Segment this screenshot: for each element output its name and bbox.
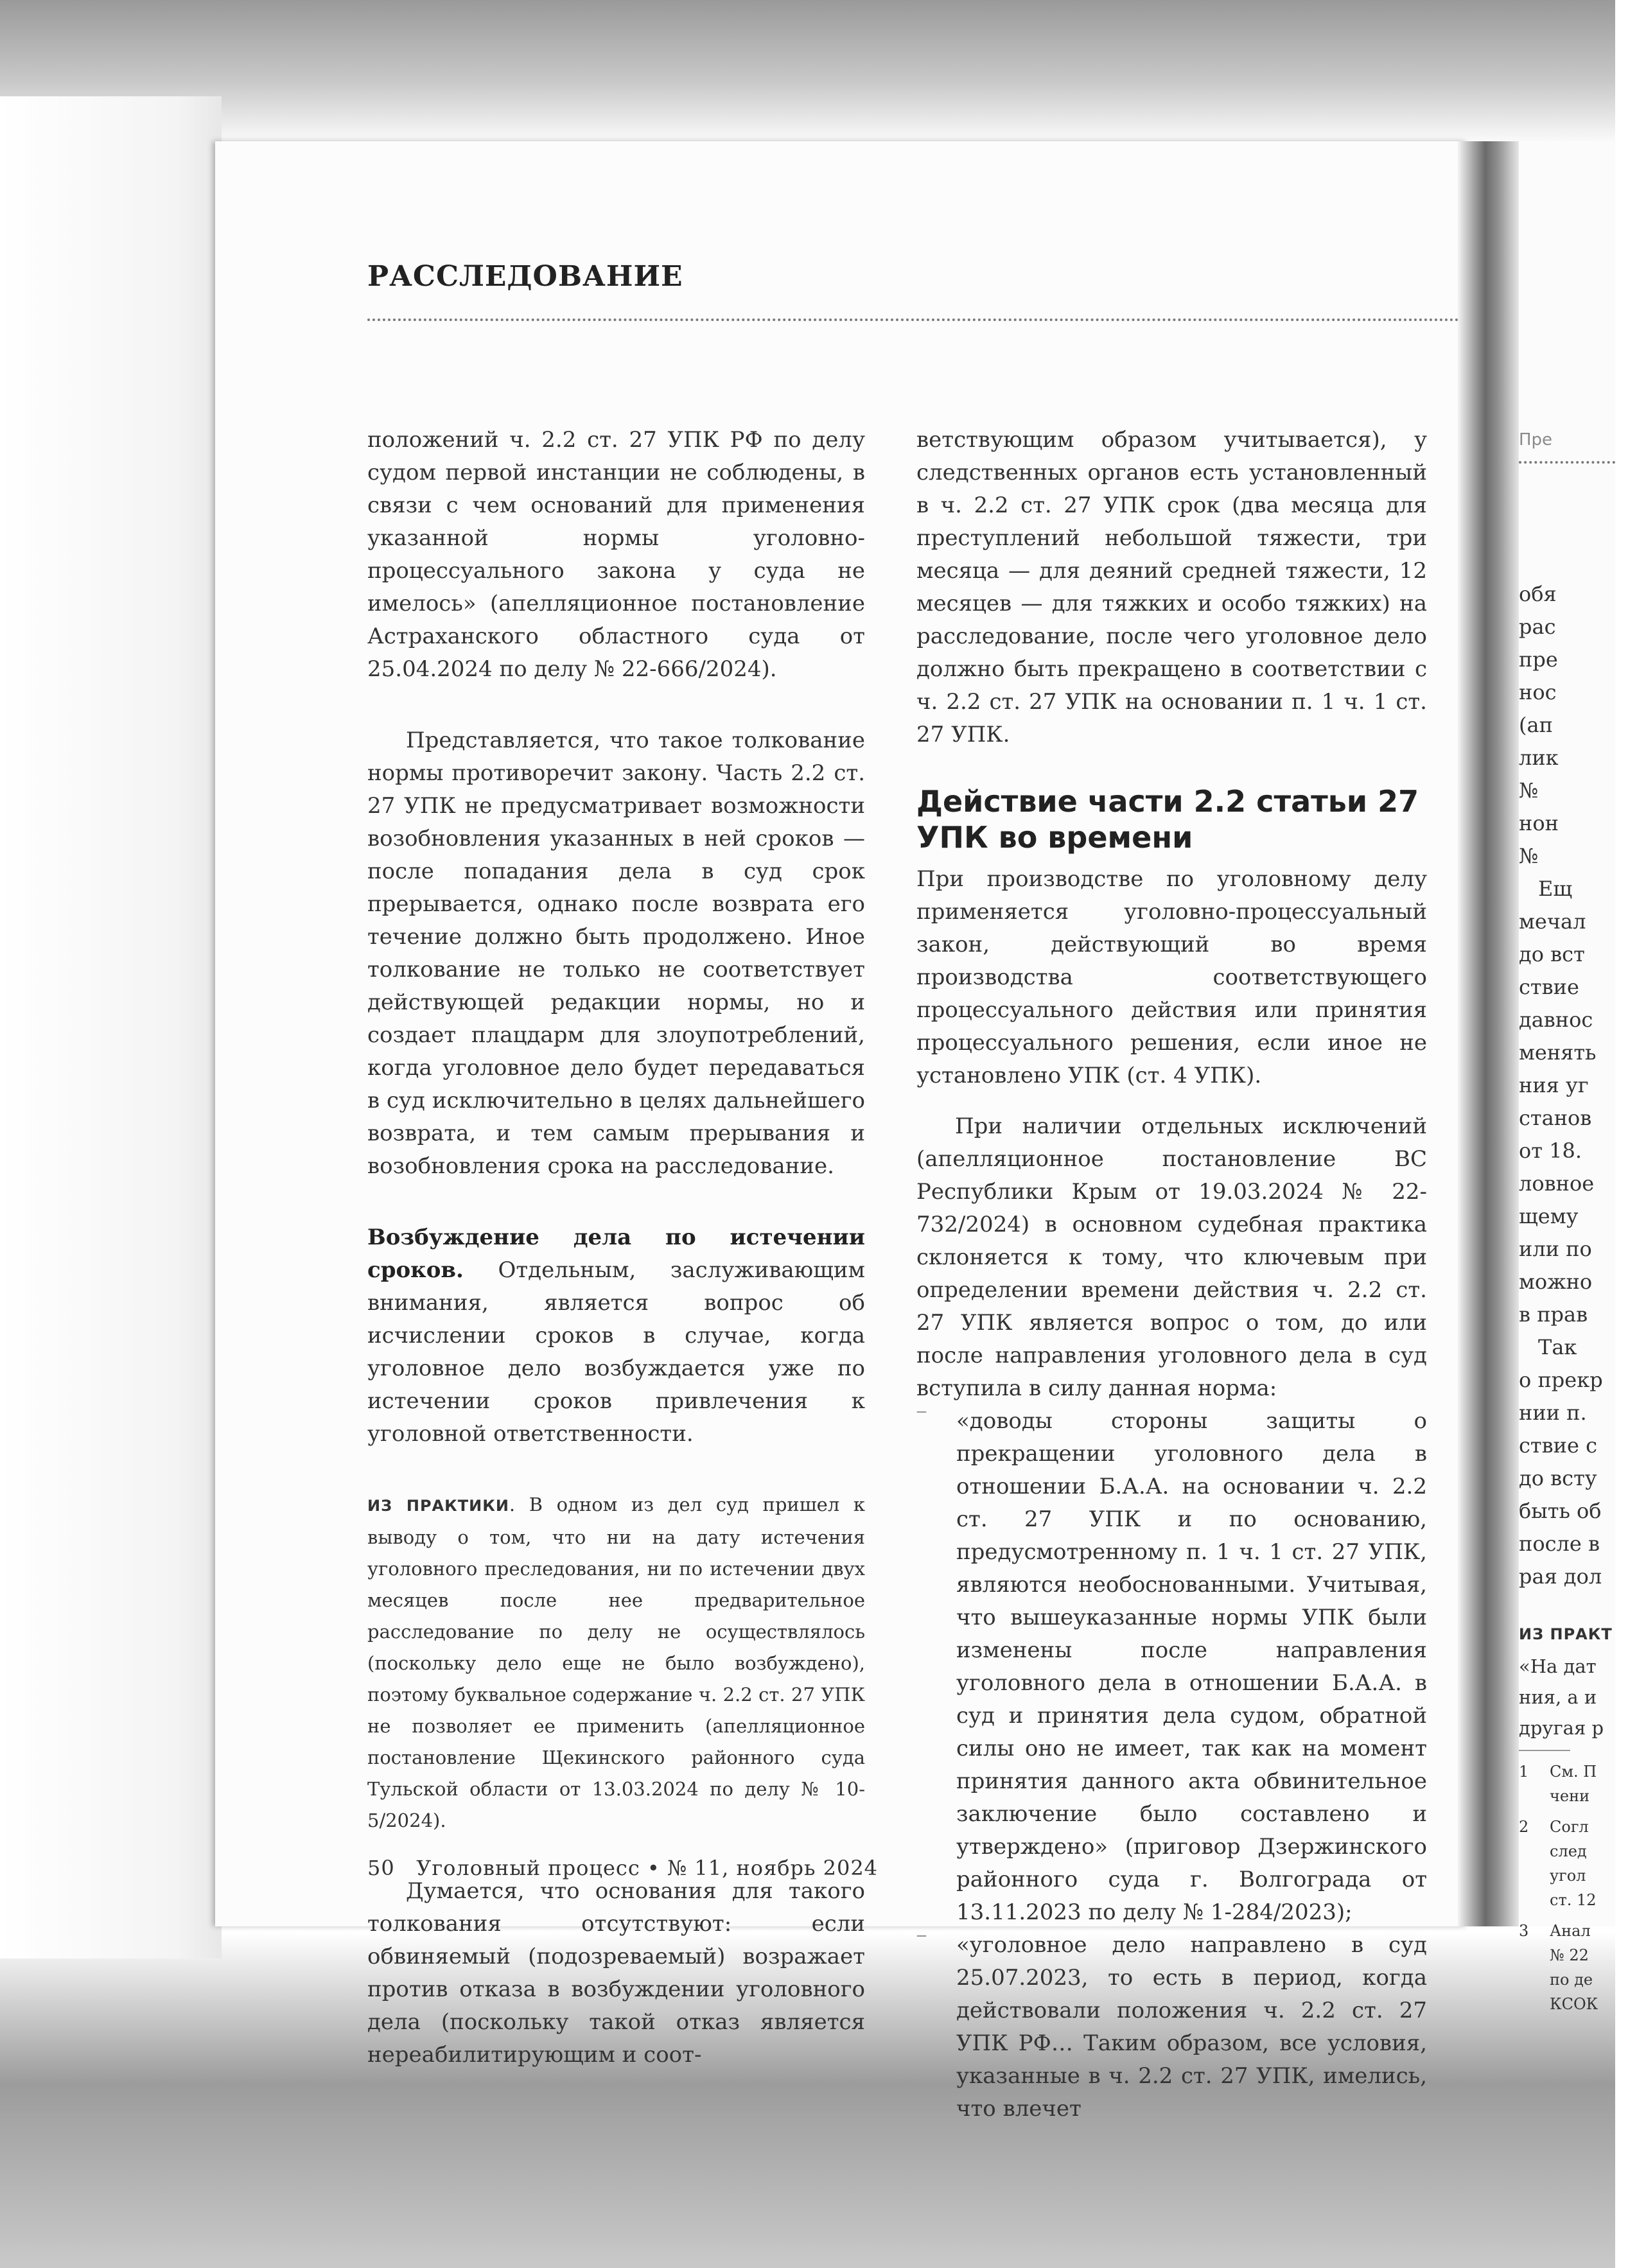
rp-line: Ещ [1538,877,1573,901]
rp-line: менять [1519,1040,1597,1065]
rp-line: (ап [1519,713,1553,737]
section-title: РАССЛЕДОВАНИЕ [367,260,683,293]
right-column [916,424,1427,2125]
footnote-line: Согл [1550,1818,1589,1836]
footnote-number: 2 [1519,1818,1529,1836]
footnote-line: по де [1550,1971,1593,1989]
rp-line: давнос [1519,1008,1593,1032]
list-item-text: «доводы стороны защиты о прекращении уголовного дела в отношении Б.А.А. на основании ч. 2.2 ст. 27 УПК и по основанию, предусмотренному п. 1 ч. 1 ст. 27 УПК, являются необоснованными. Учитывая, что вышеуказанные нормы УПК были изменены после направления уголовного дела в отношении Б.А.А. в суд и принятия дела судом, обратной силы оно не имеет, так как на момент принятия данного акта обвинительное заключение было составлено и утверждено» (приговор Дзержинского районного суда г. Волгограда от 13.11.2023 по делу № 1-284/2023); [956,1408,1427,1925]
footnote-line: ст. 12 [1550,1891,1597,1909]
footnote-line: № 22 [1550,1946,1589,1964]
left-column [367,424,865,2072]
paragraph-run-in-heading [367,1221,865,1451]
run-in-heading: Возбуждение дела по истечении сроков. [367,1225,865,1283]
rp-line: или по [1519,1237,1592,1261]
rp-practice-label: ИЗ ПРАКТ [1519,1625,1613,1643]
rp-line: нон [1519,811,1559,835]
rp-line: щему [1519,1204,1579,1228]
rp-line: обя [1519,582,1557,606]
footnote-line: чени [1550,1787,1590,1805]
rp-line: рая дол [1519,1564,1602,1589]
paragraph: Думается, что основания для такого толкования отсутствуют: если обвиняемый (подозреваемый) возражает против отказа в возбуждении уголовного дела (поскольку такой отказ является нереабилитирующим и соот- [367,1878,865,2068]
footnote-number: 1 [1519,1763,1529,1781]
right-page-fragment [1519,141,1615,2013]
rp-line: в прав [1519,1302,1588,1327]
subheading: Действие части 2.2 статьи 27 УПК во времени [916,784,1419,855]
book-gutter [1458,141,1519,1926]
rp-line: № [1519,844,1539,868]
paragraph-text: Отдельным, заслуживающим внимания, является вопрос об исчислении сроков в случае, когда уголовное дело возбуждается уже по истечении сроков привлечения к уголовной ответственности. [367,1257,865,1447]
footnote-number: 3 [1519,1922,1529,1940]
rp-line: лик [1519,746,1559,770]
rp-line: ния, а и [1519,1686,1597,1708]
footnote-line: См. П [1550,1763,1597,1781]
right-header-rule [1519,461,1615,464]
rp-line: до вст [1519,942,1585,966]
footnote-line: Анал [1550,1922,1591,1940]
rp-line: «На дат [1519,1655,1597,1677]
footnote-line: КСОК [1550,1995,1598,2013]
footnote-line: след [1550,1842,1587,1860]
rp-line: ловное [1519,1171,1595,1196]
page-number: 50 [367,1856,395,1880]
rp-line: рас [1519,615,1556,639]
practice-label: ИЗ ПРАКТИКИ [367,1497,509,1515]
rp-line: ствие [1519,975,1579,999]
footnote-rule [1519,1750,1570,1751]
rp-line: можно [1519,1269,1593,1294]
paragraph: положений ч. 2.2 ст. 27 УПК РФ по делу судом первой инстанции не соблюдены, в связи с чем оснований для применения указанной нормы уголовно-процессуального закона у суда не имелось» (апелляционное постановление Астраханского областного суда от 25.04.2024 по делу № 22-666/2024). [367,427,865,682]
practice-note [367,1489,865,1836]
rp-line: другая р [1519,1717,1604,1739]
paragraph: При производстве по уголовному делу применяется уголовно-процессуальный закон, действующий во время производства соответствующего процессуального действия или принятия процессуального решения, если иное не установлено УПК (ст. 4 УПК). [916,866,1427,1088]
rp-line: от 18. [1519,1138,1582,1163]
practice-text: . В одном из дел суд пришел к выводу о том, что ни на дату истечения уголовного преследования, ни по истечении двух месяцев после нее предварительное расследование по делу не осуществлялось (поскольку дело еще не было возбуждено), поэтому буквальное содержание ч. 2.2 ст. 27 УПК не позволяет ее применить (апелляционное постановление Щекинского районного суда Тульской области от 13.03.2024 по делу № 10-5/2024). [367,1494,865,1831]
list-item: — «доводы стороны защиты о прекращении уголовного дела в отношении Б.А.А. на основании ч. 2.2 ст. 27 УПК и по основанию, предусмотренному п. 1 ч. 1 ст. 27 УПК, являются необоснованными. Учитывая, что вышеуказанные нормы УПК были изменены после направления уголовного дела в отношении Б.А.А. в суд и принятия дела судом, обратной силы оно не имеет, так как на момент принятия данного акта обвинительное заключение было составлено и утверждено» (приговор Дзержинского районного суда г. Волгограда от 13.11.2023 по делу № 1-284/2023); [916,1405,1427,1929]
paragraph: Представляется, что такое толкование нормы противоречит закону. Часть 2.2 ст. 27 УПК не предусматривает возможности возобновления указанных в ней сроков — после попадания дела в суд срок прерывается, однако после возврата его течение должно быть продолжено. Иное толкование не только не соответствует действующей редакции нормы, но и создает плацдарм для злоупотреблений, когда уголовное дело будет передаваться в суд исключительно в целях дальнейшего возврата, и тем самым прерывания и возобновления срока на расследование. [367,728,865,1179]
rp-line: станов [1519,1106,1592,1130]
list-item-text: «уголовное дело направлено в суд 25.07.2023, то есть в период, когда действовали положения ч. 2.2 ст. 27 УПК РФ… Таким образом, все условия, указанные в ч. 2.2 ст. 27 УПК, имелись, что влечет [956,1932,1427,2122]
right-page-header: Пре [1519,430,1553,449]
rp-line: № [1519,778,1539,803]
rp-line: нос [1519,680,1557,704]
scan-shadow-top [0,0,1615,148]
journal-issue: № 11, ноябрь 2024 [667,1856,879,1880]
footer-separator: • [647,1856,660,1880]
footnote-line: угол [1550,1867,1586,1885]
journal-name: Уголовный процесс [416,1856,640,1880]
rp-line: быть об [1519,1499,1602,1523]
rp-line: о прекр [1519,1368,1603,1392]
rp-line: пре [1519,647,1558,672]
page-footer [367,1856,878,1880]
rp-line: после в [1519,1531,1600,1556]
paragraph: ветствующим образом учитывается), у следственных органов есть установленный в ч. 2.2 ст. 27 УПК срок (два месяца для преступлений небольшой тяжести, три месяца — для деяний средней тяжести, 12 месяцев — для тяжких и особо тяжких) на расследование, после чего уголовное дело должно быть прекращено в соответствии с ч. 2.2 ст. 27 УПК на основании п. 1 ч. 1 ст. 27 УПК. [916,427,1427,747]
quote-list [916,1405,1427,2125]
rp-line: мечал [1519,909,1586,934]
rp-line: ния уг [1519,1073,1589,1097]
rp-line: Так [1538,1335,1577,1359]
header-dotted-rule [367,318,1459,321]
list-item: — «уголовное дело направлено в суд 25.07.2023, то есть в период, когда действовали положения ч. 2.2 ст. 27 УПК РФ… Таким образом, все условия, указанные в ч. 2.2 ст. 27 УПК, имелись, что влечет [916,1929,1427,2125]
scan-margin-left [0,96,222,1958]
paragraph: При наличии отдельных исключений (апелляционное постановление ВС Республики Крым от 19.03.2024 № 22-732/2024) в основном судебная практика склоняется к тому, что ключевым при определении времени действия ч. 2.2 ст. 27 УПК является вопрос о том, до или после направления уголовного дела в суд вступила в силу данная норма: [916,1113,1427,1401]
rp-line: нии п. [1519,1400,1587,1425]
rp-line: до всту [1519,1466,1597,1490]
rp-line: ствие с [1519,1433,1597,1458]
